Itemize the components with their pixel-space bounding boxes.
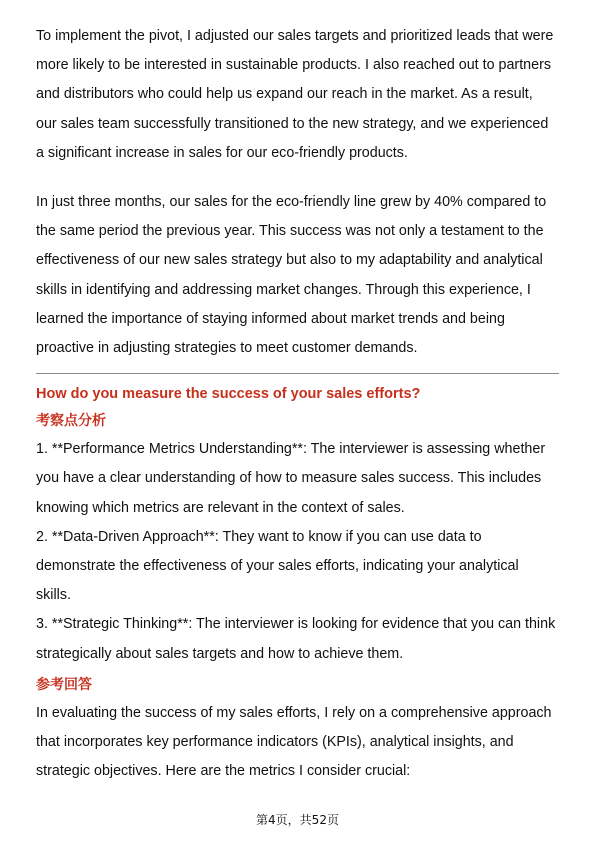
answer-heading: 参考回答 — [36, 676, 92, 693]
text-line: 3. **Strategic Thinking**: The interviewer is looking for evidence that you can think — [36, 616, 556, 633]
text-line: and distributors who could help us expand our reach in the market. As a result, — [36, 86, 533, 103]
text-line: a significant increase in sales for our eco-friendly products. — [36, 144, 408, 161]
list-item — [36, 523, 560, 611]
text-line: 1. **Performance Metrics Understanding**: The interviewer is assessing whether — [36, 441, 546, 458]
text-line: strategic objectives. Here are the metrics I consider crucial: — [36, 763, 411, 780]
text-line: In evaluating the success of my sales efforts, I rely on a comprehensive approach — [36, 704, 552, 721]
text-line: knowing which metrics are relevant in the context of sales. — [36, 499, 405, 516]
text-line: skills. — [36, 587, 71, 604]
text-line: strategically about sales targets and how to achieve them. — [36, 645, 404, 662]
section-divider — [36, 373, 559, 374]
paragraph-pivot-implementation — [36, 22, 560, 168]
text-line: learned the importance of staying informed about market trends and being — [36, 310, 505, 327]
text-line: To implement the pivot, I adjusted our sales targets and prioritized leads that were — [36, 28, 554, 44]
text-line: skills in identifying and addressing market changes. Through this experience, I — [36, 281, 531, 298]
text-line: you have a clear understanding of how to measure sales success. This includes — [36, 470, 542, 487]
text-line: proactive in adjusting strategies to meet customer demands. — [36, 340, 418, 357]
analysis-heading: 考察点分析 — [36, 413, 106, 430]
question-heading: How do you measure the success of your sales efforts? — [36, 386, 421, 403]
list-item — [36, 435, 560, 523]
text-line: more likely to be interested in sustainable products. I also reached out to partners — [36, 57, 551, 74]
answer-paragraph — [36, 699, 560, 787]
text-line: the same period the previous year. This success was not only a testament to the — [36, 223, 544, 240]
paragraph-gap — [36, 168, 560, 188]
text-line: demonstrate the effectiveness of your sales efforts, indicating your analytical — [36, 558, 519, 575]
page-number-footer: 第4页，共52页 — [256, 813, 339, 827]
paragraph-results — [36, 188, 560, 363]
analysis-list — [36, 435, 560, 669]
page-content — [36, 22, 560, 786]
list-item — [36, 610, 560, 668]
text-line: 2. **Data-Driven Approach**: They want to know if you can use data to — [36, 528, 482, 545]
text-line: effectiveness of our new sales strategy but also to my adaptability and analytical — [36, 252, 543, 269]
text-line: In just three months, our sales for the eco-friendly line grew by 40% compared to — [36, 194, 547, 211]
text-line: that incorporates key performance indicators (KPIs), analytical insights, and — [36, 734, 514, 751]
text-line: our sales team successfully transitioned to the new strategy, and we experienced — [36, 115, 549, 132]
